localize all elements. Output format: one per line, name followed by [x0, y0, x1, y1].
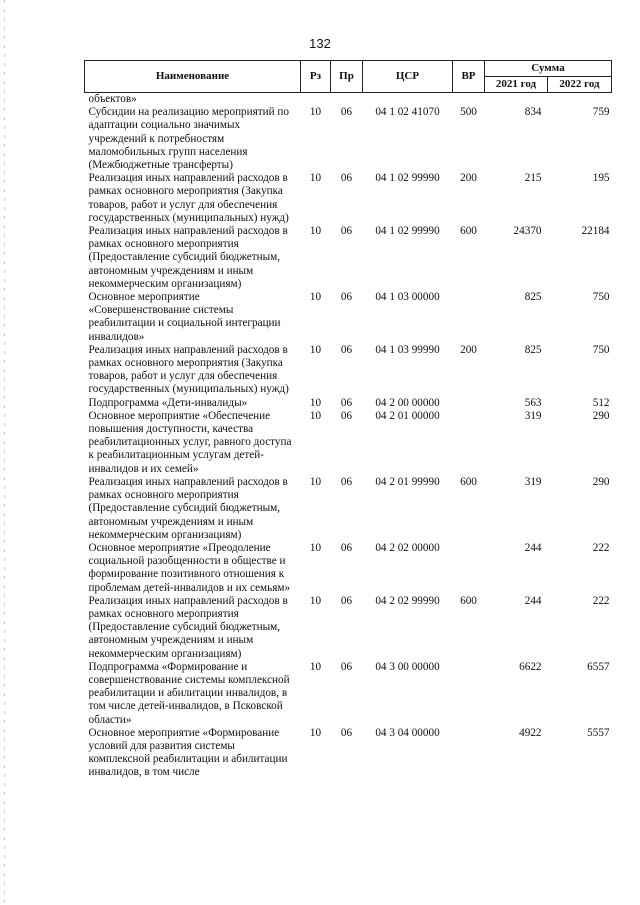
cell-rz: 10 [309, 291, 322, 304]
cell-rz: 10 [309, 409, 322, 422]
cell-name: Реализация иных направлений расходов в рамках основного мероприятия (Предоставление субсидий бюджетным, автономным учреждениям и иным некоммерческим организациям) [88, 594, 288, 660]
cell-name: Реализация иных направлений расходов в рамках основного мероприятия (Закупка товаров, работ и услуг для обеспечения государственных (муниципальных) нужд) [88, 172, 289, 224]
table-row [85, 106, 612, 172]
cell-sum-2021: 24370 [513, 225, 542, 238]
cell-vr: 200 [460, 343, 477, 356]
cell-sum-2021: 825 [524, 343, 542, 356]
cell-csr [363, 93, 453, 107]
cell-csr: 04 2 02 00000 [375, 541, 440, 554]
header-pr: Пр [331, 61, 363, 93]
cell-pr: 06 [340, 726, 353, 739]
cell-sum-2022: 222 [592, 594, 610, 607]
cell-sum-2022: 22184 [581, 225, 610, 238]
page-number: 132 [309, 36, 331, 51]
cell-vr [453, 661, 485, 727]
cell-pr: 06 [340, 409, 353, 422]
table-row [85, 93, 612, 107]
cell-csr: 04 1 02 99990 [375, 172, 440, 185]
cell-rz: 10 [309, 106, 322, 119]
table-row [85, 344, 612, 397]
cell-rz: 10 [309, 475, 322, 488]
scan-edge-artifact [4, 0, 5, 905]
cell-sum-2022: 6557 [587, 660, 610, 673]
cell-rz: 10 [309, 660, 322, 673]
table-row [85, 476, 612, 542]
cell-sum-2021: 6622 [519, 660, 542, 673]
cell-csr: 04 2 01 99990 [375, 475, 440, 488]
header-sum: Сумма [485, 61, 612, 77]
cell-sum-2022: 290 [592, 475, 610, 488]
cell-pr: 06 [340, 594, 353, 607]
cell-csr: 04 3 00 00000 [375, 660, 440, 673]
cell-pr: 06 [340, 475, 353, 488]
cell-name: Основное мероприятие «Преодоление социальной разобщенности в обществе и формирование позитивного отношения к проблемам детей-инвалидов и их семьям» [88, 541, 291, 594]
cell-pr: 06 [340, 541, 353, 554]
cell-csr: 04 3 04 00000 [375, 726, 440, 739]
cell-vr [453, 410, 485, 476]
table-row [85, 410, 612, 476]
cell-vr: 600 [460, 225, 477, 238]
cell-vr [453, 727, 485, 780]
cell-pr: 06 [340, 225, 353, 238]
cell-sum-2021: 4922 [519, 726, 542, 739]
cell-sum-2022: 195 [592, 172, 610, 185]
cell-pr [331, 93, 363, 107]
cell-sum-2022: 290 [592, 409, 610, 422]
cell-csr: 04 1 03 99990 [375, 343, 440, 356]
cell-rz [301, 93, 331, 107]
cell-sum-2021: 319 [524, 475, 542, 488]
table-row [85, 291, 612, 344]
cell-name: объектов» [88, 93, 137, 105]
table-row [85, 397, 612, 410]
cell-sum-2022: 5557 [587, 726, 610, 739]
cell-rz: 10 [309, 594, 322, 607]
cell-vr: 200 [460, 172, 477, 185]
cell-rz: 10 [309, 172, 322, 185]
cell-sum-2022: 750 [592, 291, 610, 304]
table-header [85, 61, 612, 93]
cell-name: Основное мероприятие «Совершенствование системы реабилитации и социальной интеграции инвалидов» [88, 291, 281, 343]
table-row [85, 595, 612, 661]
cell-name: Реализация иных направлений расходов в рамках основного мероприятия (Закупка товаров, работ и услуг для обеспечения государственных (муниципальных) нужд) [88, 343, 289, 396]
cell-sum-2021: 825 [524, 291, 542, 304]
cell-pr: 06 [340, 291, 353, 304]
cell-pr: 06 [340, 106, 353, 119]
table-row [85, 172, 612, 225]
cell-name: Реализация иных направлений расходов в рамках основного мероприятия (Предоставление субсидий бюджетным, автономным учреждениям и иным некоммерческим организациям) [88, 225, 288, 290]
cell-pr: 06 [340, 172, 353, 185]
header-name: Наименование [85, 61, 301, 93]
cell-rz: 10 [309, 396, 322, 409]
cell-pr: 06 [340, 343, 353, 356]
cell-name: Подпрограмма «Формирование и совершенствование системы комплексной реабилитации и абилитации инвалидов, в том числе детей-инвалидов, в Псковской области» [88, 660, 290, 726]
cell-sum-2021: 215 [524, 172, 542, 185]
header-vr: ВР [453, 61, 485, 93]
cell-sum-2021: 244 [524, 594, 542, 607]
cell-vr [453, 397, 485, 410]
cell-rz: 10 [309, 726, 322, 739]
cell-rz: 10 [309, 541, 322, 554]
cell-csr: 04 1 02 41070 [375, 106, 440, 119]
header-year-2022: 2022 год [548, 77, 612, 93]
cell-csr: 04 2 01 00000 [375, 409, 440, 422]
cell-pr: 06 [340, 396, 353, 409]
cell-vr [453, 291, 485, 344]
cell-csr: 04 2 00 00000 [375, 396, 440, 409]
table-row [85, 727, 612, 780]
cell-csr: 04 1 03 00000 [375, 291, 440, 304]
cell-name: Основное мероприятие «Формирование условий для развития системы комплексной реабилитации и абилитации инвалидов, в том числе [88, 726, 288, 779]
cell-sum-2021: 834 [524, 106, 542, 119]
cell-csr: 04 1 02 99990 [375, 225, 440, 238]
header-year-2021: 2021 год [485, 77, 548, 93]
cell-sum-2021 [485, 93, 548, 107]
budget-table [84, 60, 612, 780]
cell-sum-2021: 563 [524, 396, 542, 409]
header-rz: Рз [301, 61, 331, 93]
table-row [85, 225, 612, 291]
cell-sum-2021: 244 [524, 541, 542, 554]
cell-rz: 10 [309, 343, 322, 356]
cell-vr: 500 [460, 106, 477, 119]
cell-vr [453, 93, 485, 107]
table-body [85, 93, 612, 780]
cell-sum-2022: 750 [592, 343, 610, 356]
table-row [85, 542, 612, 595]
cell-pr: 06 [340, 660, 353, 673]
cell-sum-2022: 512 [592, 396, 610, 409]
cell-name: Субсидии на реализацию мероприятий по адаптации социально значимых учреждений к потребностям маломобильных групп населения (Межбюджетные трансферты) [88, 106, 290, 172]
cell-csr: 04 2 02 99990 [375, 594, 440, 607]
cell-name: Основное мероприятие «Обеспечение повышения доступности, качества реабилитационных услуг, равного доступа к реабилитационным услугам детей-инвалидов и их семей» [88, 409, 292, 475]
cell-vr [453, 542, 485, 595]
cell-sum-2022: 222 [592, 541, 610, 554]
cell-vr: 600 [460, 475, 477, 488]
table-row [85, 661, 612, 727]
cell-sum-2021: 319 [524, 409, 542, 422]
cell-name: Подпрограмма «Дети-инвалиды» [88, 396, 248, 409]
cell-vr: 600 [460, 594, 477, 607]
header-csr: ЦСР [363, 61, 453, 93]
cell-rz: 10 [309, 225, 322, 238]
cell-sum-2022 [548, 93, 612, 107]
cell-sum-2022: 759 [592, 106, 610, 119]
cell-name: Реализация иных направлений расходов в рамках основного мероприятия (Предоставление субсидий бюджетным, автономным учреждениям и иным некоммерческим организациям) [88, 475, 288, 541]
